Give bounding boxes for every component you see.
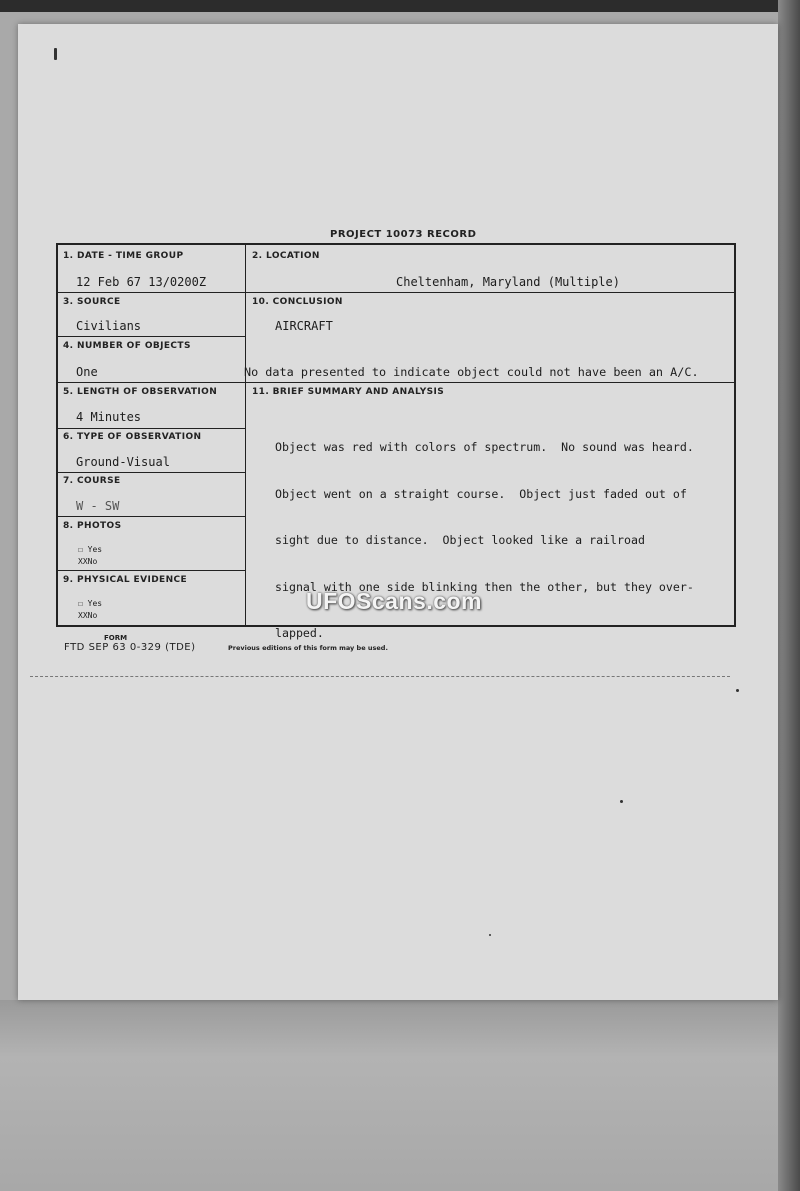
conclusion-note: No data presented to indicate object could not have been an A/C. <box>244 365 699 379</box>
number-of-objects-value: One <box>76 365 98 379</box>
speck-mark <box>54 48 57 60</box>
summary-text <box>275 409 737 673</box>
location-label: 2. LOCATION <box>252 251 320 261</box>
row-divider <box>58 382 246 383</box>
source-label: 3. SOURCE <box>63 297 121 307</box>
form-number: FTD SEP 63 0-329 (TDE) <box>64 642 196 653</box>
row-divider <box>58 336 246 337</box>
form-word: FORM <box>104 634 128 642</box>
location-value: Cheltenham, Maryland (Multiple) <box>396 275 620 289</box>
summary-line: signal with one side blinking then the other, but they over- <box>275 579 694 594</box>
row-divider <box>246 292 734 293</box>
length-of-observation-label: 5. LENGTH OF OBSERVATION <box>63 387 218 397</box>
column-divider <box>245 245 246 625</box>
cut-line <box>30 676 730 677</box>
row-divider <box>58 516 246 517</box>
source-value: Civilians <box>76 319 142 333</box>
photos-label: 8. PHOTOS <box>63 521 122 531</box>
speck-mark <box>736 689 739 692</box>
summary-line: lapped. <box>275 626 324 640</box>
summary-line: Object went on a straight course. Object just faded out of <box>275 486 687 501</box>
row-divider <box>58 472 246 473</box>
number-of-objects-label: 4. NUMBER OF OBJECTS <box>63 341 191 351</box>
physical-evidence-label: 9. PHYSICAL EVIDENCE <box>63 575 188 585</box>
photos-no: XXNo <box>78 557 98 566</box>
row-divider <box>246 382 734 383</box>
type-of-observation-value: Ground-Visual <box>76 455 170 469</box>
film-background <box>0 1000 800 1191</box>
summary-line: sight due to distance. Object looked like a railroad <box>275 533 645 547</box>
record-title: PROJECT 10073 RECORD <box>330 229 477 240</box>
row-divider <box>58 292 246 293</box>
watermark: UFOScans.com <box>306 588 482 614</box>
course-value: W - SW <box>76 499 120 513</box>
physical-evidence-no: XXNo <box>78 611 98 620</box>
speck-mark <box>489 934 491 936</box>
conclusion-label: 10. CONCLUSION <box>252 297 343 307</box>
summary-label: 11. BRIEF SUMMARY AND ANALYSIS <box>252 387 445 397</box>
length-of-observation-value: 4 Minutes <box>76 410 142 424</box>
summary-line: Object was red with colors of spectrum. No sound was heard. <box>275 440 694 454</box>
course-label: 7. COURSE <box>63 476 121 486</box>
row-divider <box>58 570 246 571</box>
speck-mark <box>620 800 623 803</box>
form-note: Previous editions of this form may be used. <box>228 644 388 652</box>
film-top-edge <box>0 0 800 12</box>
physical-evidence-yes: ☐ Yes <box>78 599 103 608</box>
film-right-edge <box>778 0 800 1191</box>
row-divider <box>58 428 246 429</box>
date-time-value: 12 Feb 67 13/0200Z <box>76 275 207 289</box>
date-time-label: 1. DATE - TIME GROUP <box>63 251 184 261</box>
type-of-observation-label: 6. TYPE OF OBSERVATION <box>63 432 202 442</box>
conclusion-value: AIRCRAFT <box>275 319 333 333</box>
photos-yes: ☐ Yes <box>78 545 103 554</box>
